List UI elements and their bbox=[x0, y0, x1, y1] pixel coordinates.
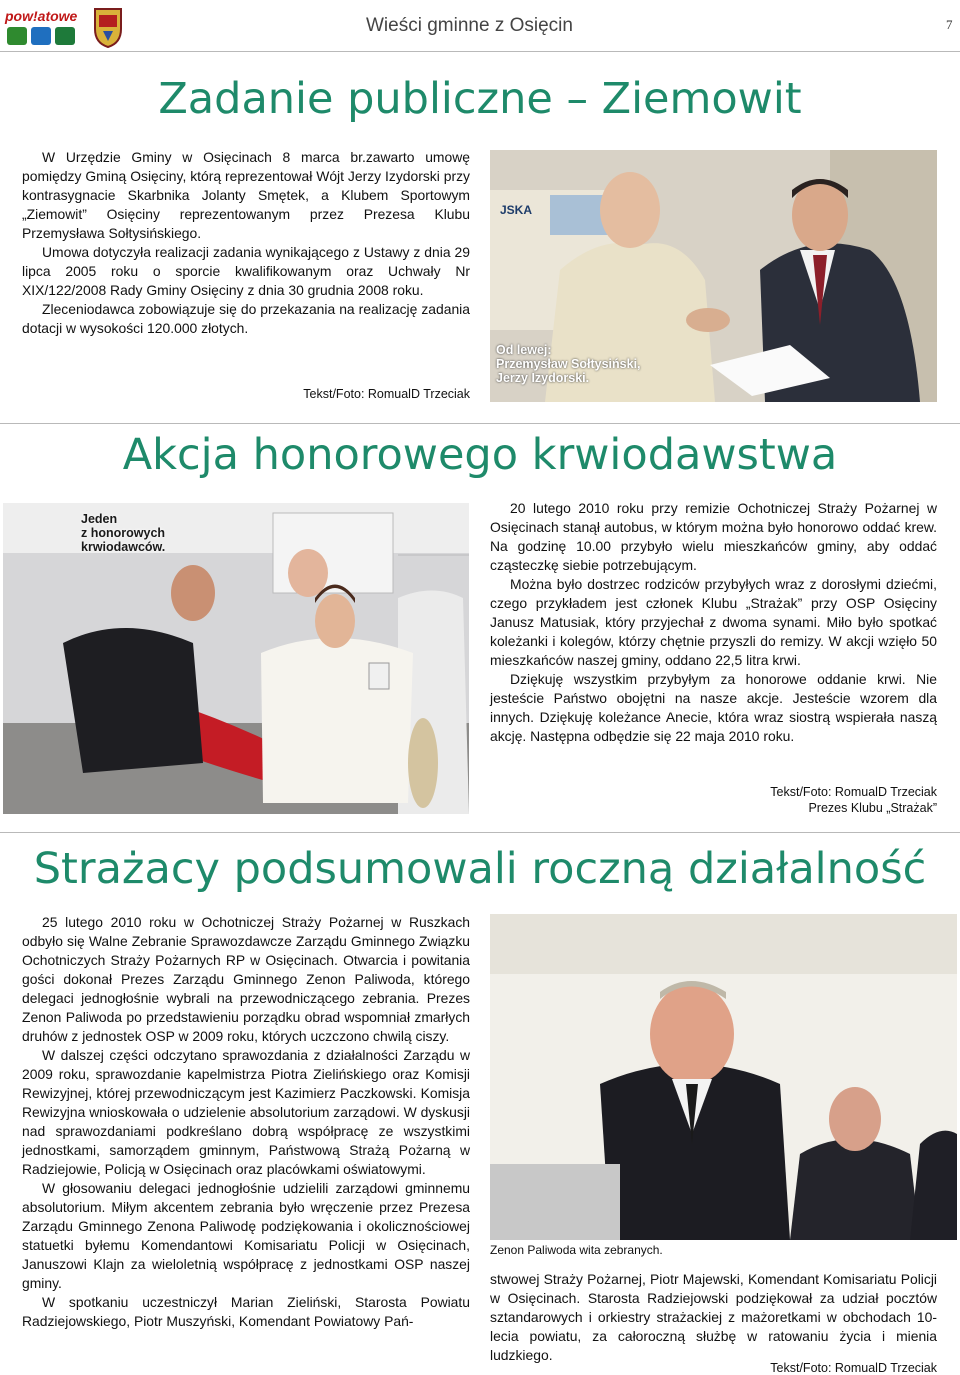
article1-paragraph: Zleceniodawca zobowiązuje się do przekazania na realizację zadania dotacji w wysokości 120.000 złotych. bbox=[22, 301, 470, 336]
article1-body bbox=[22, 148, 470, 338]
article3-credit: Tekst/Foto: RomualD Trzeciak bbox=[770, 1361, 937, 1375]
article2-paragraph: Dziękuję wszystkim przybyłym za honorowe oddanie krwi. Nie jesteście Państwo obojętni na nasze akcje. Jesteście wzorem dla innych. Dziękuję koleżance Anecie, która wraz siostrą wspierała naszą akcję. Następna odbędzie się 22 maja 2010 roku. bbox=[490, 671, 937, 744]
article1-photo-caption: Od lewej: Przemysław Sołtysiński, Jerzy Izydorski. bbox=[496, 343, 641, 385]
article3-paragraph: 25 lutego 2010 roku w Ochotniczej Straży Pożarnej w Ruszkach odbyło się Walne Zebranie Sprawozdawcze Zarządu Gminnego Związku Ochotniczych Straży Pożarnych RP w Osięcinach. Otwarcia i powitania gości dokonał Prezes Zarządu Gminnego Zenon Paliwoda, którego delegaci jednogłośnie wybrali na przewodniczącego zebrania. Prezes Zenon Paliwoda po przedstawieniu porządku obrad wspomniał zmarłych druhów z jednostek OSP w 2009 roku, których uczczono chwilą ciszy. bbox=[22, 914, 470, 1044]
article3-paragraph: W głosowaniu delegaci jednogłośnie udzielili zarządowi gminnemu absolutorium. Miłym akcentem zebrania było wręczenie przez Prezesa Zarządu Gminnego Zenona Paliwodę podziękowania i okolicznościowej statuetki byłemu Komendantowi Komisariatu Policji w Osięcinach, Januszowi Klajn za wieloletnią współpracę z jednostkami OSP naszej gminy. bbox=[22, 1180, 470, 1291]
article2-body bbox=[490, 499, 937, 746]
header-rule bbox=[0, 51, 960, 52]
firefighters-meeting-photo bbox=[490, 914, 957, 1240]
contract-handshake-photo bbox=[490, 150, 937, 402]
article2-paragraph: 20 lutego 2010 roku przy remizie Ochotniczej Straży Pożarnej w Osięcinach stanął autobus, w którym można było honorowo oddać krew. Na godzinę 10.00 przybyło wielu mieszkańców gminy, aby oddać cząsteczkę siebie potrzebującym. bbox=[490, 500, 937, 573]
article1-heading: Zadanie publiczne – Ziemowit bbox=[158, 74, 802, 124]
logo-text: pow!atowe bbox=[5, 8, 78, 24]
article1-paragraph: W Urzędzie Gminy w Osięcinach 8 marca br.zawarto umowę pomiędzy Gminą Osięciny, którą reprezentował Wójt Jerzy Izydorski przy kontrasygnacie Skarbnika Jolanty Smętek, a Klubem Sportowym „Ziemowit” Osięciny reprezentowanym przez Prezesa Klubu Przemysława Sołtysińskiego. bbox=[22, 149, 470, 241]
article2-credit-role: Prezes Klubu „Strażak” bbox=[808, 801, 937, 815]
article2-credit: Tekst/Foto: RomualD Trzeciak bbox=[770, 785, 937, 799]
article3-right-paragraph: stwowej Straży Pożarnej, Piotr Majewski, Komendant Komisariatu Policji w Osięcinach. Starosta Radziejowski podziękował za udział pocztów sztandarowych i orkiestry strażackiej z mażoretkami w obchodach 10-lecia powiatu, za całoroczną służbę w ratowaniu życia i mienia ludzkiego. bbox=[490, 1271, 937, 1363]
article3-photo-caption: Zenon Paliwoda wita zebranych. bbox=[490, 1243, 663, 1257]
article3-heading: Strażacy podsumowali roczną działalność bbox=[33, 844, 927, 894]
article1-paragraph: Umowa dotyczyła realizacji zadania wynikającego z Ustawy z dnia 29 lipca 2005 roku o sporcie kwalifikowanym oraz Uchwały Nr XIX/122/2008 Rady Gminy Osięciny z dnia 30 grudnia 2008 roku. bbox=[22, 244, 470, 298]
page-number: 7 bbox=[946, 17, 953, 32]
article2-paragraph: Można było dostrzec rodziców przybyłych wraz z dorosłymi dziećmi, czego przykładem jest członek Klubu „Strażak” przy OSP Osięciny Janusz Matusiak, który przyjechał z dwoma synami. Miło było spotkać koleżanki i kolegów, którzy chętnie przyszli do remizy. W akcji wzięło 50 mieszkańców naszej gminy, oddano 22,5 litra krwi. bbox=[490, 576, 937, 668]
article3-paragraph: W dalszej części odczytano sprawozdania z działalności Zarządu w 2009 roku, sprawozdanie kapelmistrza Piotra Zielińskiego oraz Komisji Rewizyjnej, której przewodniczącym jest Kazimierz Paczkowski. Komisja Rewizyjna wnioskowała o udzielenie absolutorium zarządowi. W dyskusji nad sprawozdaniami podkreślano dobrą współpracę ze wszystkimi jednostkami, samorządem gminnym, Państwową Strażą Pożarną w Radziejowie, Policją w Osięcinach oraz placówkami oświatowymi. bbox=[22, 1047, 470, 1177]
article2-photo-caption: Jeden z honorowych krwiodawców. bbox=[81, 512, 166, 554]
article3-paragraph: W spotkaniu uczestniczył Marian Zieliński, Starosta Powiatu Radziejowskiego, Piotr Muszyński, Komendant Powiatowy Pań- bbox=[22, 1294, 470, 1329]
article3-body-left bbox=[22, 913, 470, 1331]
publication-title: Wieści gminne z Osięcin bbox=[366, 15, 573, 36]
article3-body-right bbox=[490, 1270, 937, 1365]
article1-credit: Tekst/Foto: RomualD Trzeciak bbox=[303, 387, 470, 401]
powiat-logo bbox=[3, 5, 125, 49]
wall-sign-text: JSKA bbox=[500, 203, 533, 217]
section-divider-1 bbox=[0, 423, 960, 424]
article2-heading: Akcja honorowego krwiodawstwa bbox=[122, 430, 838, 480]
section-divider-2 bbox=[0, 832, 960, 833]
blood-donation-photo bbox=[3, 503, 469, 814]
